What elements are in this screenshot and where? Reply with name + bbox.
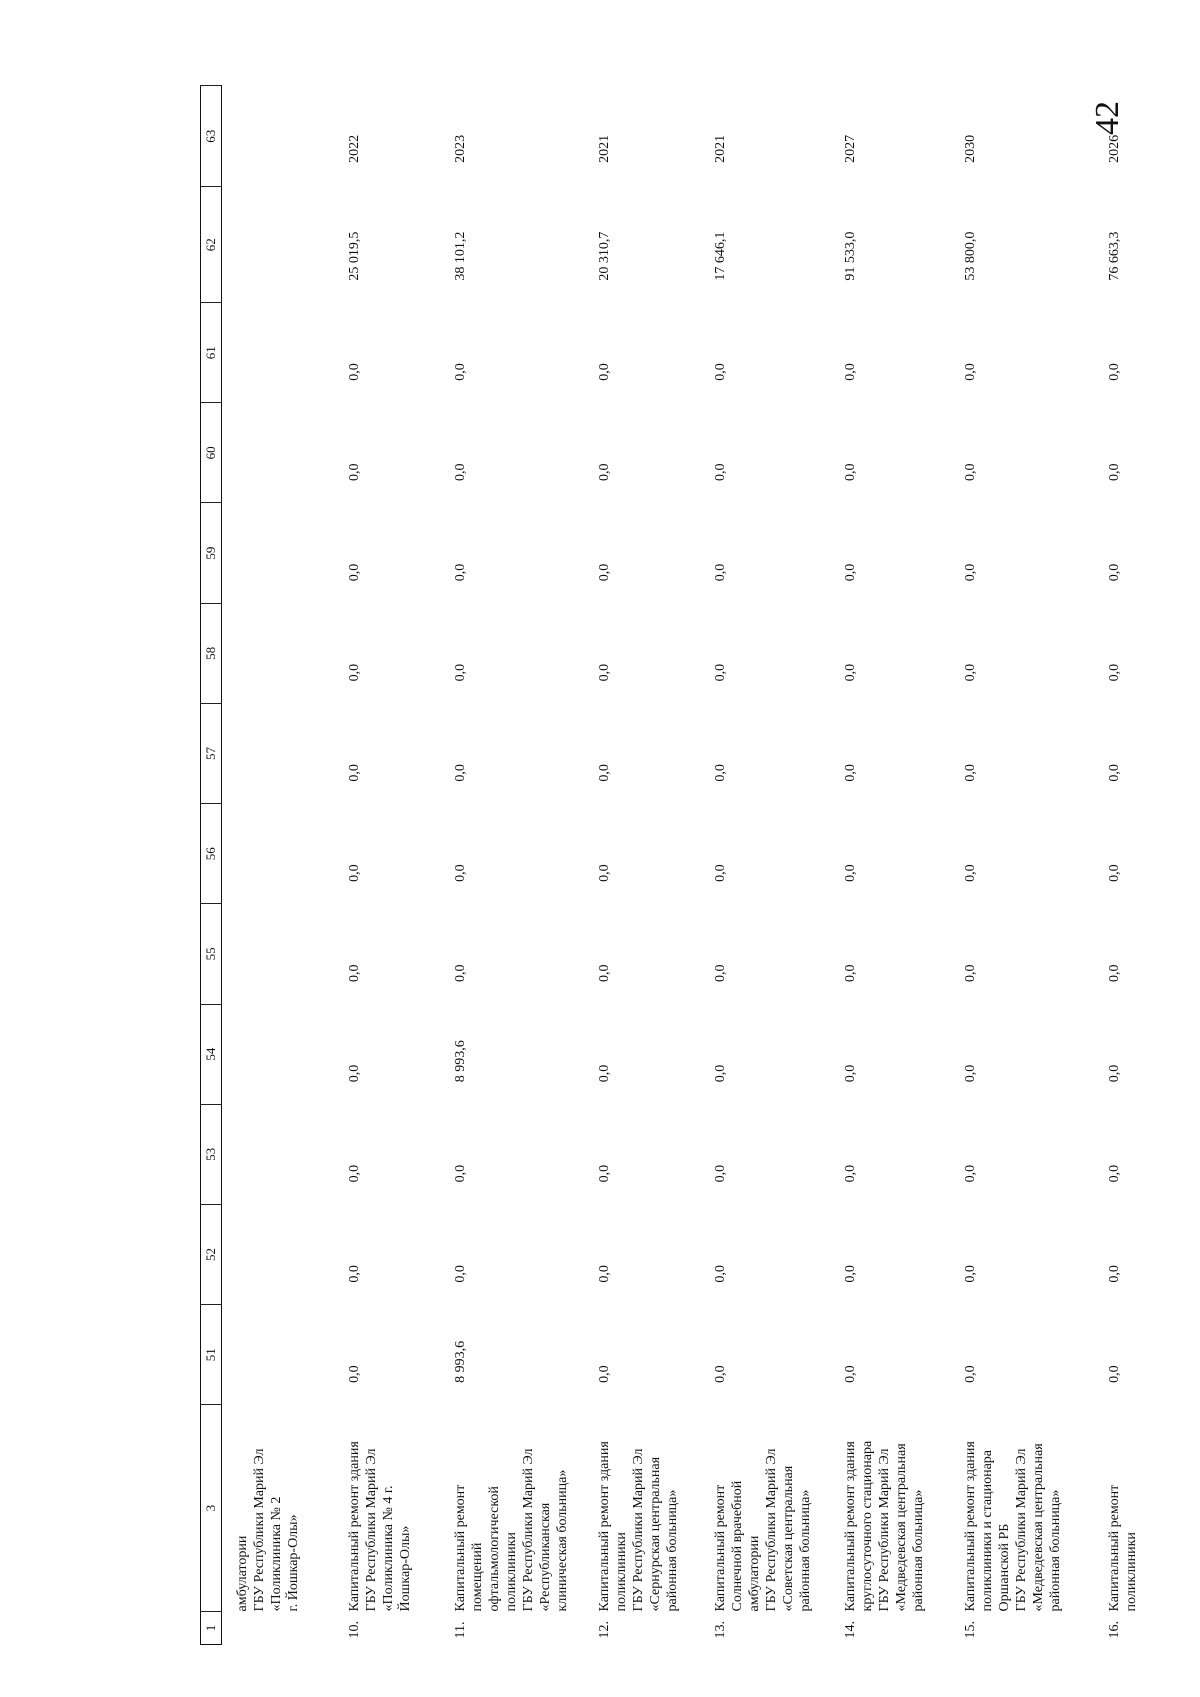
value-cell: 0,0 xyxy=(347,764,362,782)
value-cell: 0,0 xyxy=(453,964,468,983)
value-cell: 0,0 xyxy=(347,1064,362,1083)
row-number: 15. xyxy=(963,1621,978,1639)
object-name-line: «Республиканская xyxy=(538,1502,554,1612)
value-cell: 0,0 xyxy=(1107,1365,1122,1383)
value-cell: 0,0 xyxy=(453,1164,468,1183)
value-cell: 20 310,7 xyxy=(597,231,612,281)
object-name xyxy=(950,1405,1094,1612)
column-header: 59 xyxy=(201,503,222,603)
value-cell xyxy=(222,1305,335,1405)
value-cell: 0,0 xyxy=(1107,764,1122,782)
object-name-line: районная больница» xyxy=(798,1489,814,1612)
value-cell: 0,0 xyxy=(347,964,362,983)
value-cell xyxy=(222,403,335,503)
value-cell xyxy=(222,1004,335,1104)
value-cell: 8 993,6 xyxy=(453,1340,468,1383)
value-cell: 0,0 xyxy=(843,1365,858,1383)
object-name-line: Солнечной врачебной xyxy=(730,1480,746,1612)
row-number: 16. xyxy=(1107,1621,1122,1639)
object-name-line: Капитальный ремонт здания xyxy=(963,1441,978,1612)
value-cell: 76 663,3 xyxy=(1107,231,1122,281)
value-cell: 0,0 xyxy=(963,663,978,682)
value-cell: 0,0 xyxy=(963,1265,978,1283)
value-cell: 0,0 xyxy=(963,563,978,582)
object-name-line: ГБУ Республики Марий Эл xyxy=(1014,1448,1030,1612)
row-number: 14. xyxy=(843,1621,858,1639)
column-header: 51 xyxy=(201,1305,222,1405)
value-cell: 0,0 xyxy=(597,1365,612,1383)
value-cell: 0,0 xyxy=(597,1064,612,1083)
row-number: 12. xyxy=(597,1621,612,1639)
value-cell: 0,0 xyxy=(597,864,612,882)
year-cell: 2030 xyxy=(963,134,978,163)
value-cell: 0,0 xyxy=(597,1164,612,1183)
value-cell: 0,0 xyxy=(597,1265,612,1283)
year-cell: 2023 xyxy=(453,134,468,163)
object-name-line: Оршанской РБ xyxy=(997,1523,1013,1612)
row-number: 10. xyxy=(347,1621,362,1639)
object-name-line: Капитальный ремонт здания xyxy=(347,1441,362,1612)
object-name-line: Капитальный ремонт xyxy=(713,1484,728,1612)
value-cell: 0,0 xyxy=(597,964,612,983)
object-name-line: поликлиники и стационара xyxy=(980,1449,996,1612)
object-name-line: Капитальный ремонт здания xyxy=(843,1441,858,1612)
object-name-line: Капитальный ремонт здания xyxy=(597,1441,612,1612)
value-cell: 0,0 xyxy=(843,363,858,381)
object-name-line: «Поликлиника № 2 xyxy=(269,1496,285,1612)
column-header: 55 xyxy=(201,904,222,1004)
year-cell xyxy=(222,86,335,187)
rotated-table-container xyxy=(200,85,1200,1645)
value-cell: 0,0 xyxy=(963,1064,978,1083)
column-header: 56 xyxy=(201,804,222,904)
year-cell: 2027 xyxy=(843,134,858,163)
value-cell: 0,0 xyxy=(597,563,612,582)
value-cell: 0,0 xyxy=(843,563,858,582)
object-name-line: Капитальный ремонт xyxy=(453,1484,468,1612)
column-header: 57 xyxy=(201,703,222,803)
value-cell: 0,0 xyxy=(963,463,978,481)
object-name xyxy=(584,1405,700,1612)
object-name-line: круглосуточного стационара xyxy=(860,1440,876,1612)
value-cell: 0,0 xyxy=(713,1064,728,1083)
value-cell xyxy=(222,703,335,803)
value-cell: 0,0 xyxy=(347,463,362,481)
row-number xyxy=(222,1611,335,1644)
object-name-line: ГБУ Республики Марий Эл xyxy=(877,1448,893,1612)
value-cell: 0,0 xyxy=(713,864,728,882)
value-cell: 0,0 xyxy=(597,663,612,682)
object-name-line: районная больница» xyxy=(911,1489,927,1612)
object-name xyxy=(700,1405,830,1612)
value-cell: 38 101,2 xyxy=(453,231,468,281)
object-name-line: «Сернурская центральная xyxy=(648,1456,664,1612)
value-cell: 0,0 xyxy=(1107,1164,1122,1183)
value-cell: 0,0 xyxy=(1107,463,1122,481)
value-cell: 0,0 xyxy=(453,1265,468,1283)
column-header: 58 xyxy=(201,603,222,703)
data-table xyxy=(200,85,1176,1645)
table-row xyxy=(950,86,1094,1645)
value-cell: 0,0 xyxy=(453,864,468,882)
object-name-line: поликлиники xyxy=(504,1532,520,1612)
table-row xyxy=(700,86,830,1645)
column-header: 63 xyxy=(201,86,222,187)
value-cell: 0,0 xyxy=(843,463,858,481)
value-cell: 0,0 xyxy=(843,1164,858,1183)
object-name-line: ГБУ Республики Марий Эл xyxy=(364,1448,380,1612)
table-row xyxy=(830,86,950,1645)
value-cell: 0,0 xyxy=(1107,864,1122,882)
value-cell: 0,0 xyxy=(453,764,468,782)
object-name-line: «Медведевская центральная xyxy=(894,1443,910,1612)
value-cell xyxy=(222,503,335,603)
value-cell: 0,0 xyxy=(713,1164,728,1183)
year-cell: 2021 xyxy=(597,134,612,163)
object-name-line: «Поликлиника № 4 г. xyxy=(381,1485,397,1612)
value-cell: 0,0 xyxy=(1107,964,1122,983)
value-cell: 0,0 xyxy=(963,764,978,782)
value-cell: 0,0 xyxy=(597,463,612,481)
value-cell: 0,0 xyxy=(347,563,362,582)
value-cell: 0,0 xyxy=(963,964,978,983)
value-cell: 0,0 xyxy=(963,1164,978,1183)
value-cell: 0,0 xyxy=(453,563,468,582)
object-name xyxy=(1094,1405,1176,1612)
object-name-line: «Медведевская центральная xyxy=(1031,1443,1047,1612)
table-body xyxy=(222,86,1177,1645)
table-row xyxy=(222,86,335,1645)
object-name-line: Йошкар-Олы» xyxy=(398,1525,414,1612)
value-cell: 0,0 xyxy=(843,864,858,882)
value-cell: 0,0 xyxy=(1107,1265,1122,1283)
object-name xyxy=(440,1405,584,1612)
object-name-line: клиническая больница» xyxy=(555,1469,571,1612)
value-cell: 0,0 xyxy=(347,1265,362,1283)
object-name-line: помещений xyxy=(470,1542,486,1612)
value-cell: 0,0 xyxy=(1107,1064,1122,1083)
object-name-line: поликлиники xyxy=(614,1532,630,1612)
value-cell: 0,0 xyxy=(713,1265,728,1283)
object-name-line: г. Йошкар-Олы» xyxy=(286,1514,302,1612)
value-cell xyxy=(222,804,335,904)
object-name-line: ГБУ Республики Марий Эл xyxy=(521,1448,537,1612)
value-cell: 0,0 xyxy=(453,663,468,682)
value-cell: 0,0 xyxy=(597,764,612,782)
value-cell: 0,0 xyxy=(963,864,978,882)
value-cell: 0,0 xyxy=(453,463,468,481)
value-cell: 0,0 xyxy=(843,1064,858,1083)
value-cell: 0,0 xyxy=(843,663,858,682)
object-name xyxy=(222,1405,335,1612)
object-name xyxy=(334,1405,440,1612)
value-cell: 8 993,6 xyxy=(453,1040,468,1083)
value-cell: 0,0 xyxy=(347,1164,362,1183)
value-cell xyxy=(222,1104,335,1204)
value-cell: 0,0 xyxy=(713,563,728,582)
value-cell xyxy=(222,187,335,303)
table-row xyxy=(334,86,440,1645)
value-cell xyxy=(222,1204,335,1304)
object-name xyxy=(830,1405,950,1612)
value-cell: 0,0 xyxy=(347,663,362,682)
value-cell: 0,0 xyxy=(597,363,612,381)
value-cell: 0,0 xyxy=(347,1365,362,1383)
value-cell xyxy=(222,603,335,703)
column-header: 1 xyxy=(201,1611,222,1644)
column-header: 54 xyxy=(201,1004,222,1104)
object-name-line: районная больница» xyxy=(1048,1489,1064,1612)
column-header: 61 xyxy=(201,303,222,403)
object-name-line: районная больница» xyxy=(665,1489,681,1612)
object-name-line: ГБУ Республики Марий Эл xyxy=(252,1448,268,1612)
value-cell: 17 646,1 xyxy=(713,231,728,281)
value-cell: 0,0 xyxy=(347,363,362,381)
object-name-line: поликлиники xyxy=(1124,1532,1140,1612)
value-cell: 0,0 xyxy=(1107,363,1122,381)
value-cell: 0,0 xyxy=(963,363,978,381)
value-cell: 0,0 xyxy=(963,1365,978,1383)
page-number: 42 xyxy=(1089,101,1126,135)
header-row xyxy=(201,86,222,1645)
column-header: 52 xyxy=(201,1204,222,1304)
value-cell: 0,0 xyxy=(713,764,728,782)
value-cell: 0,0 xyxy=(713,1365,728,1383)
year-cell: 2021 xyxy=(713,134,728,163)
year-cell: 2022 xyxy=(347,134,362,163)
value-cell: 0,0 xyxy=(843,764,858,782)
value-cell: 0,0 xyxy=(453,363,468,381)
table-row xyxy=(440,86,584,1645)
value-cell: 0,0 xyxy=(1107,563,1122,582)
column-header: 3 xyxy=(201,1405,222,1612)
value-cell: 0,0 xyxy=(713,663,728,682)
column-header: 53 xyxy=(201,1104,222,1204)
value-cell: 0,0 xyxy=(713,463,728,481)
object-name-line: амбулатории xyxy=(235,1535,250,1612)
value-cell: 0,0 xyxy=(347,864,362,882)
table-row xyxy=(584,86,700,1645)
value-cell xyxy=(222,303,335,403)
object-name-line: амбулатории xyxy=(747,1535,763,1612)
row-number: 11. xyxy=(453,1621,468,1639)
value-cell: 0,0 xyxy=(843,1265,858,1283)
object-name-line: офтальмологической xyxy=(487,1486,503,1612)
object-name-line: Капитальный ремонт xyxy=(1107,1484,1122,1612)
value-cell: 0,0 xyxy=(713,363,728,381)
value-cell: 0,0 xyxy=(843,964,858,983)
column-header: 62 xyxy=(201,187,222,303)
object-name-line: ГБУ Республики Марий Эл xyxy=(631,1448,647,1612)
value-cell: 0,0 xyxy=(713,964,728,983)
value-cell: 53 800,0 xyxy=(963,231,978,281)
year-cell: 2026 xyxy=(1107,134,1122,163)
value-cell: 91 533,0 xyxy=(843,231,858,281)
object-name-line: «Советская центральная xyxy=(781,1465,797,1612)
value-cell xyxy=(222,904,335,1004)
value-cell: 0,0 xyxy=(1107,663,1122,682)
object-name-line: ГБУ Республики Марий Эл xyxy=(764,1448,780,1612)
value-cell: 25 019,5 xyxy=(347,231,362,281)
column-header: 60 xyxy=(201,403,222,503)
table-row xyxy=(1094,86,1176,1645)
row-number: 13. xyxy=(713,1621,728,1639)
